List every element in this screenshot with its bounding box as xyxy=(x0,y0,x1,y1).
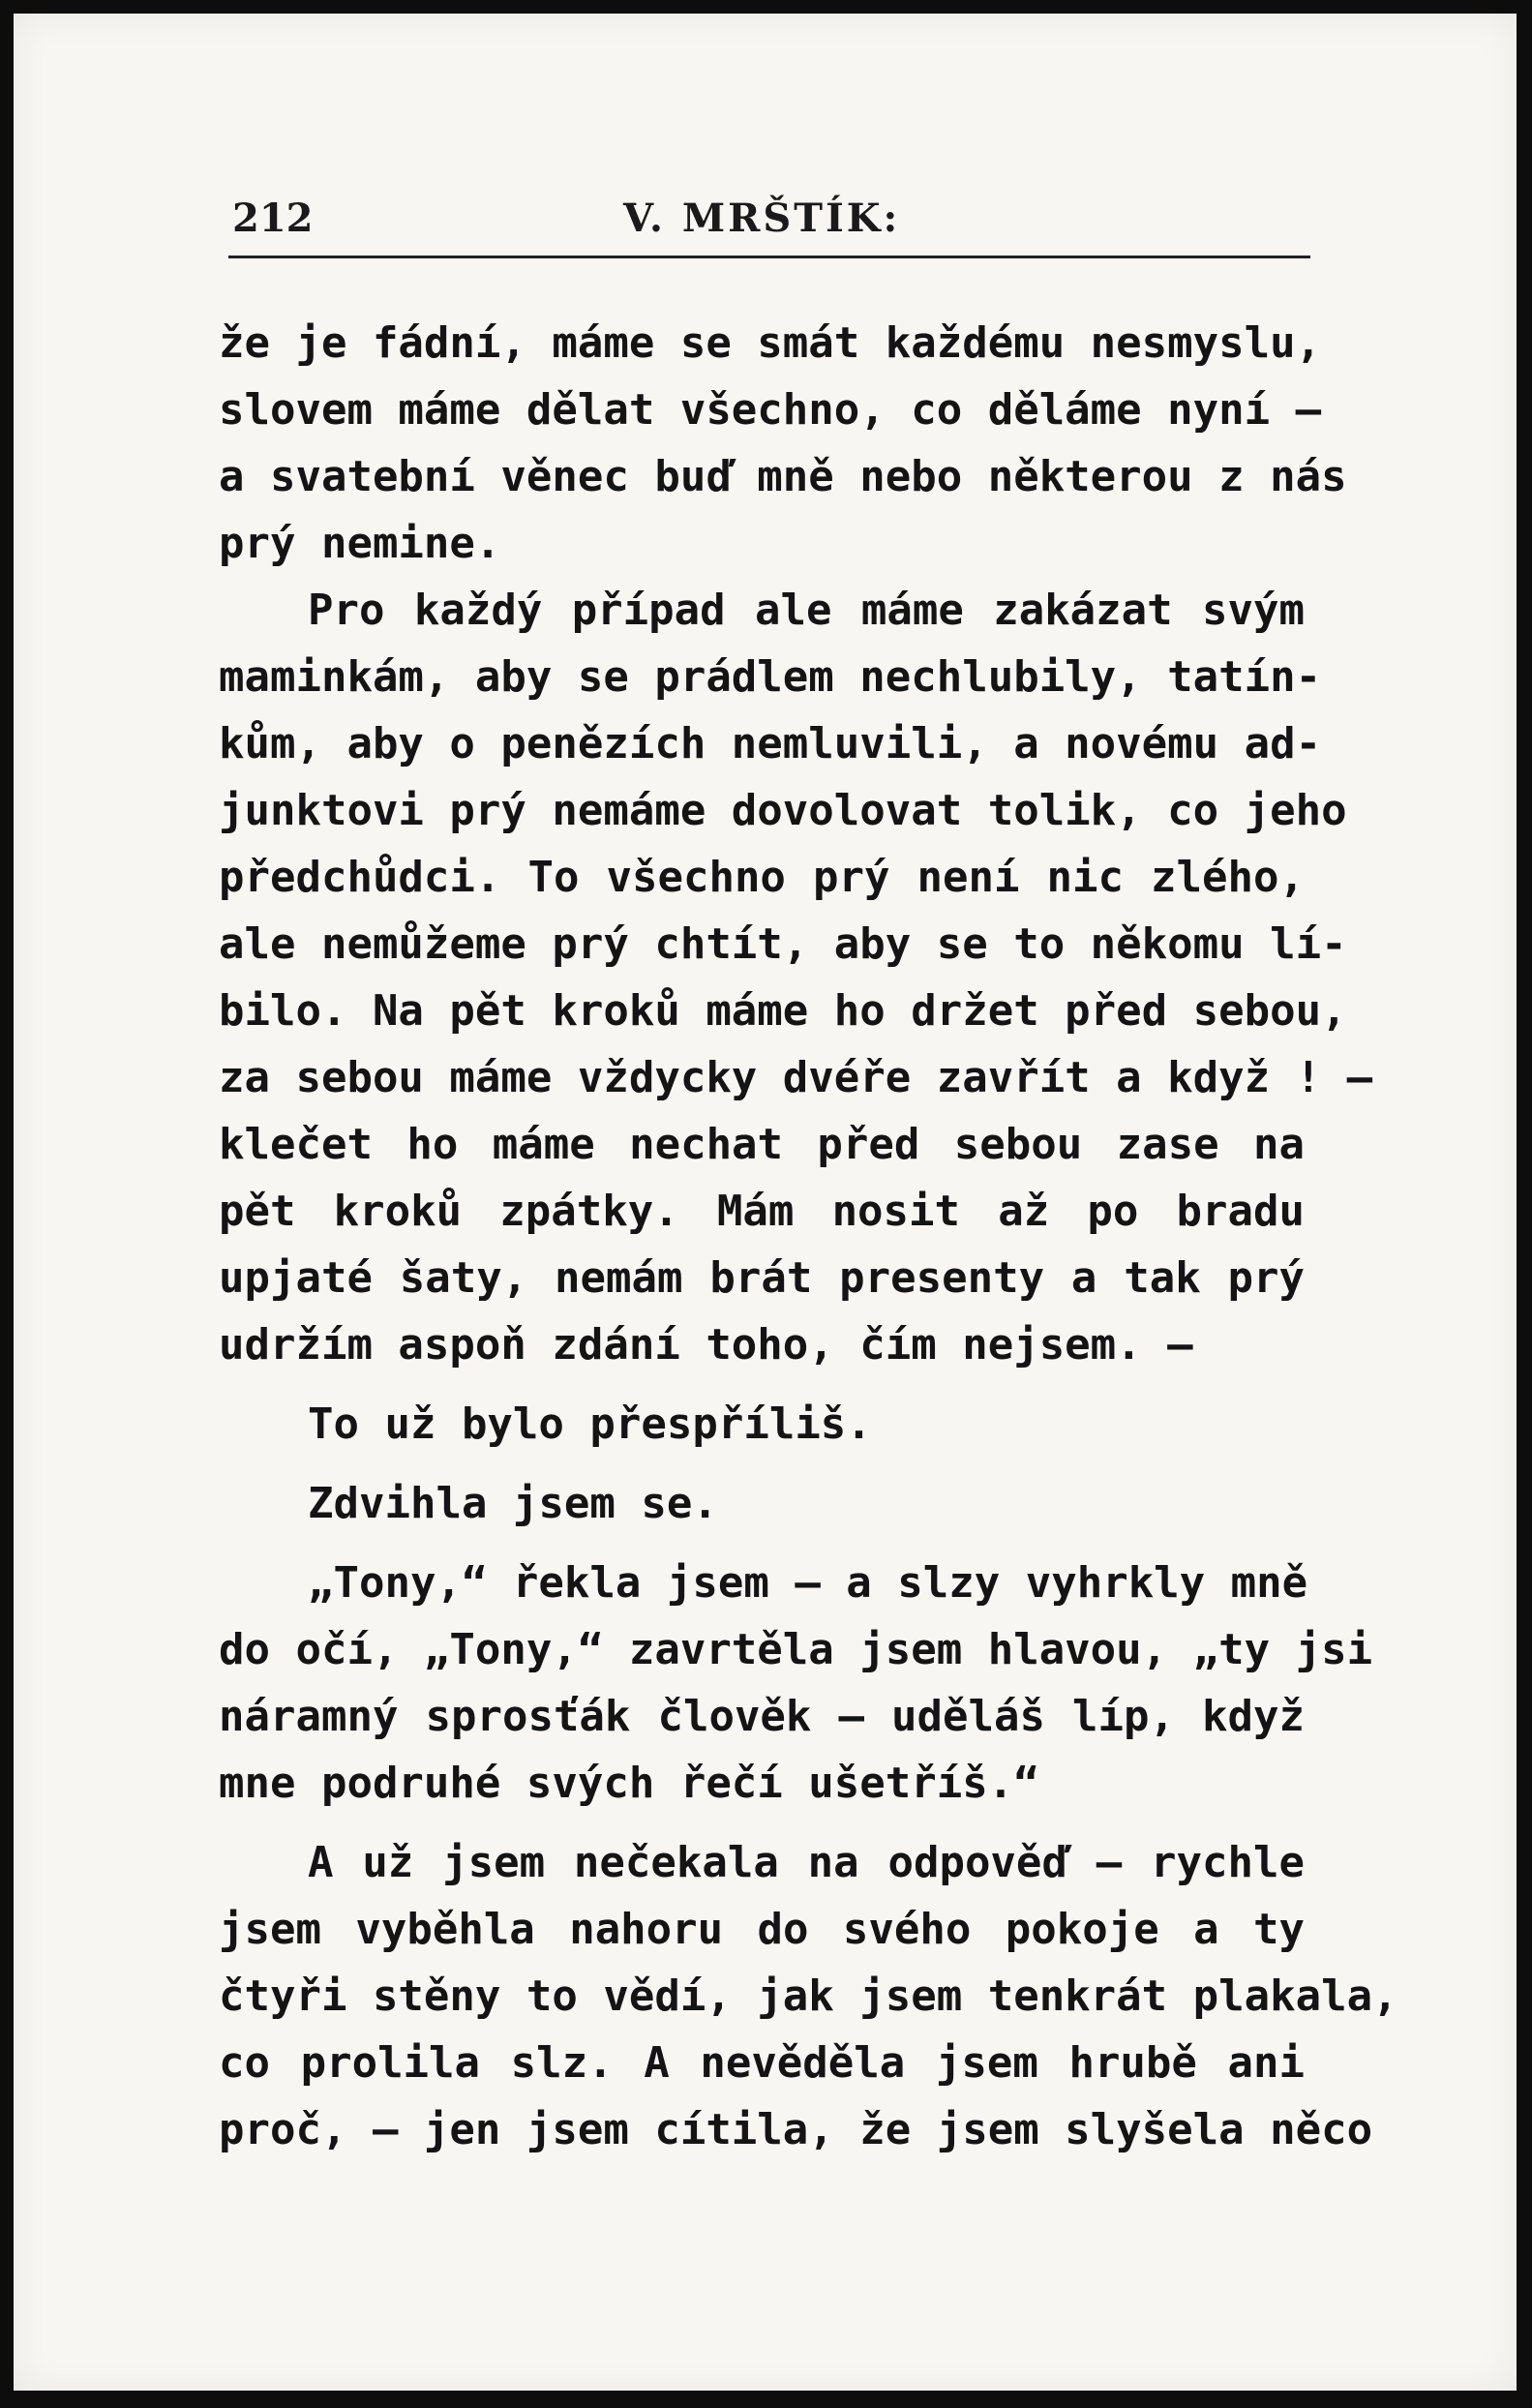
text-line: udržím aspoň zdání toho, čím nejsem. — xyxy=(219,1320,1193,1370)
text-line: předchůdci. To všechno prý není nic zlého, xyxy=(219,853,1305,902)
paragraph-gap xyxy=(219,1378,1305,1391)
text-line: ale nemůžeme prý chtít, aby se to někomu lí- xyxy=(219,919,1347,969)
paragraph-gap xyxy=(219,1537,1305,1550)
text-line: slovem máme dělat všechno, co děláme nyní — xyxy=(219,385,1322,435)
text-line: upjaté šaty, nemám brát presenty a tak prý xyxy=(219,1253,1305,1303)
header-rule xyxy=(228,256,1310,258)
text-line: Pro každý případ ale máme zakázat svým xyxy=(308,586,1305,635)
text-line: kům, aby o penězích nemluvili, a novému ad- xyxy=(219,719,1322,768)
text-line: prý nemine. xyxy=(219,519,501,568)
text-line: proč, — jen jsem cítila, že jsem slyšela něco xyxy=(219,2105,1373,2154)
text-line: mne podruhé svých řečí ušetříš.“ xyxy=(219,1759,1039,1808)
running-title: V. MRŠTÍK: xyxy=(623,196,901,241)
body-text xyxy=(219,310,1398,2163)
text-line: maminkám, aby se prádlem nechlubily, tatín- xyxy=(219,652,1322,702)
text-line: bilo. Na pět kroků máme ho držet před sebou, xyxy=(219,986,1347,1036)
text-line: pět kroků zpátky. Mám nosit až po bradu xyxy=(219,1187,1305,1236)
text-line: „Tony,“ řekla jsem — a slzy vyhrkly mně xyxy=(308,1558,1308,1608)
text-line: Zdvihla jsem se. xyxy=(308,1479,718,1528)
text-line: co prolila slz. A nevěděla jsem hrubě ani xyxy=(219,2038,1305,2088)
text-line: že je fádní, máme se smát každému nesmyslu, xyxy=(219,318,1322,368)
paragraph-gap xyxy=(219,1817,1305,1829)
page-number: 212 xyxy=(232,196,314,241)
text-line: za sebou máme vždycky dvéře zavřít a když ! — xyxy=(219,1053,1373,1102)
page-header xyxy=(219,186,1312,254)
text-line: To už bylo přespříliš. xyxy=(308,1400,872,1449)
text-line: junktovi prý nemáme dovolovat tolik, co jeho xyxy=(219,786,1347,835)
text-line: A už jsem nečekala na odpověď — rychle xyxy=(308,1838,1305,1887)
text-line: klečet ho máme nechat před sebou zase na xyxy=(219,1120,1305,1169)
paragraph-gap xyxy=(219,1458,1305,1470)
text-line: do očí, „Tony,“ zavrtěla jsem hlavou, „ty jsi xyxy=(219,1625,1373,1674)
text-line: jsem vyběhla nahoru do svého pokoje a ty xyxy=(219,1905,1305,1954)
text-line: čtyři stěny to vědí, jak jsem tenkrát plakala, xyxy=(219,1972,1398,2021)
text-line: a svatební věnec buď mně nebo některou z nás xyxy=(219,452,1347,501)
text-line: náramný sprosťák člověk — uděláš líp, když xyxy=(219,1692,1305,1741)
